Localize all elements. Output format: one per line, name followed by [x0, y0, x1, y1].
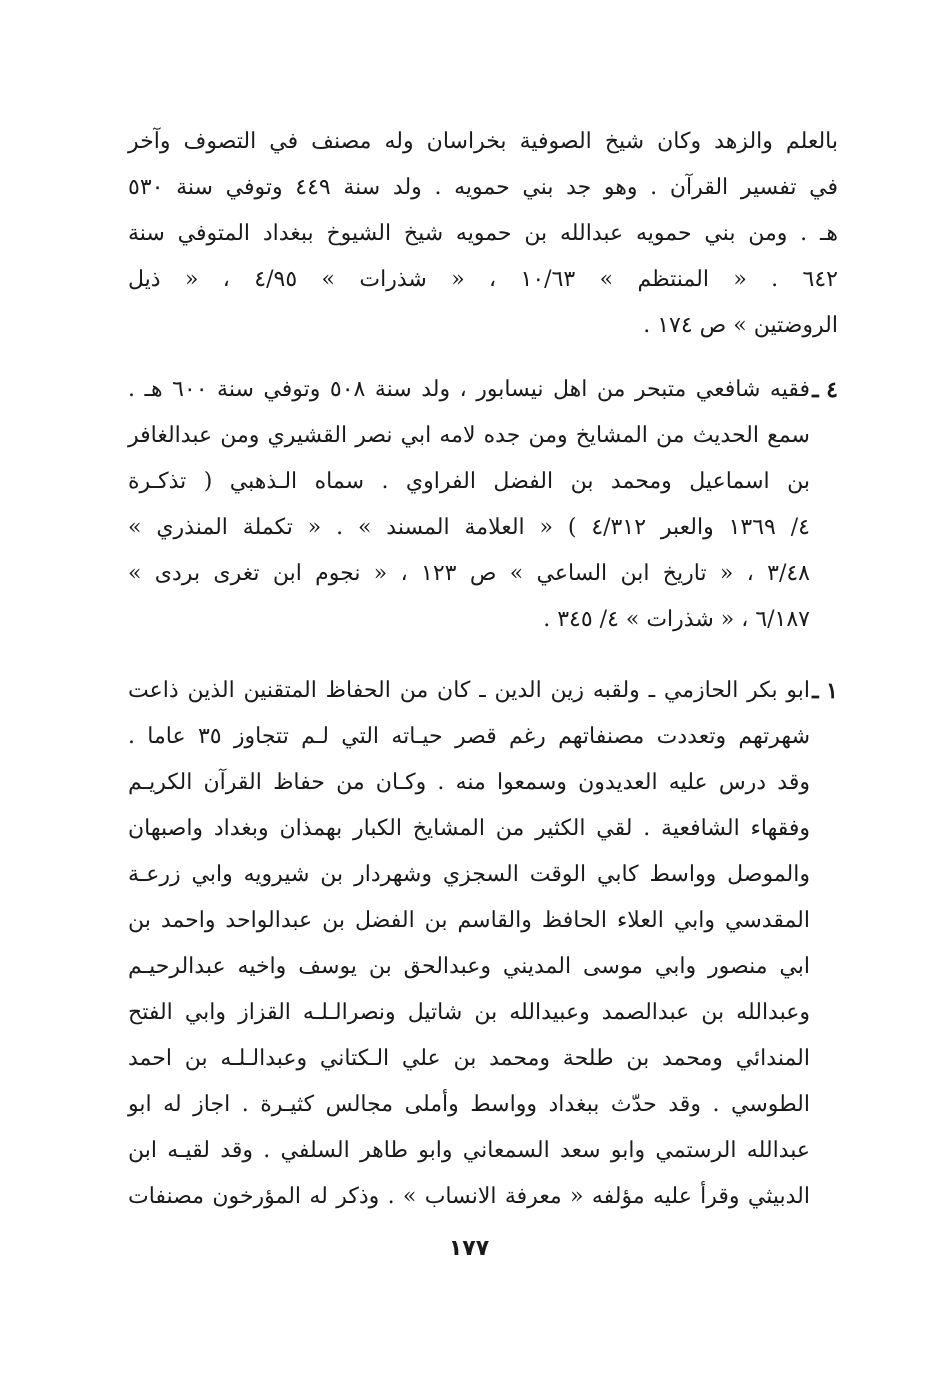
footnote-1: [128, 668, 810, 1220]
text-line: وعبدالله بن عبدالصمد وعبيدالله بن شاتيل ونصرالـلـه القزاز وابي الفتح: [128, 1000, 810, 1025]
text-line: الطوسي . وقد حدّث ببغداد وواسط وأملى مجالس كثيـرة . اجاز له ابو: [128, 1092, 810, 1117]
footnote-continuation: [128, 119, 838, 349]
text-line: ٦٤٢ . « المنتظم » ١٠/٦٣ ، « شذرات » ٤/٩٥ ، « ذيل: [128, 267, 838, 292]
footnote-4: [128, 367, 810, 643]
note-marker-1: ١ ـ: [812, 678, 838, 704]
text-line: الروضتين » ص ١٧٤ .: [643, 313, 838, 338]
text-line: ابو بكر الحازمي ـ ولقبه زين الدين ـ كان من الحفاظ المتقنين الذين ذاعت: [128, 678, 810, 703]
text-line: شهرتهم وتعددت مصنفاتهم رغم قصر حيـاته التي لـم تتجاوز ٣٥ عاما .: [128, 724, 811, 749]
text-line: فقيه شافعي متبحر من اهل نيسابور ، ولد سنة ٥٠٨ وتوفي سنة ٦٠٠ هـ .: [128, 377, 811, 402]
text-line: بالعلم والزهد وكان شيخ الصوفية بخراسان وله مصنف في التصوف وآخر: [128, 129, 838, 154]
text-line: وقد درس عليه العديدون وسمعوا منه . وكـان من حفاظ القرآن الكريـم: [128, 770, 810, 795]
text-line: ابي منصور وابي موسى المديني وعبدالحق بن يوسف واخيه عبدالرحيـم: [128, 954, 810, 979]
text-line: بن اسماعيل ومحمد بن الفضل الفراوي . سماه الـذهبي ( تذكـرة: [128, 469, 810, 494]
text-line: في تفسير القرآن . وهو جد بني حمويه . ولد سنة ٤٤٩ وتوفي سنة ٥٣٠: [128, 175, 839, 200]
text-line: ٦/١٨٧ ، « شذرات » ٤/ ٣٤٥ .: [543, 607, 810, 632]
text-line: ٣/٤٨ ، « تاريخ ابن الساعي » ص ١٢٣ ، « نجوم ابن تغرى بردى »: [128, 561, 811, 586]
text-line: الدبيثي وقرأ عليه مؤلفه « معرفة الانساب » . وذكر له المؤرخون مصنفات: [128, 1184, 810, 1209]
text-line: عبدالله الرستمي وابو سعد السمعاني وابو طاهر السلفي . وقد لقيـه ابن: [128, 1138, 810, 1163]
text-line: والموصل وواسط كابي الوقت السجزي وشهردار بن شيرويه وابي زرعـة: [128, 862, 810, 887]
text-line: هـ . ومن بني حمويه عبدالله بن حمويه شيخ الشيوخ ببغداد المتوفي سنة: [128, 221, 838, 246]
note-marker-4: ٤ ـ: [812, 377, 838, 403]
text-line: المقدسي وابي العلاء الحافظ والقاسم بن الفضل بن عبدالواحد واحمد بن: [128, 908, 810, 933]
text-line: وفقهاء الشافعية . لقي الكثير من المشايخ الكبار بهمذان وبغداد واصبهان: [128, 816, 810, 841]
text-line: ٤/ ١٣٦٩ والعبر ٤/٣١٢ ) « العلامة المسند » . « تكملة المنذري »: [128, 515, 810, 540]
page-number: ١٧٧: [448, 1236, 490, 1261]
text-line: المندائي ومحمد بن طلحة ومحمد بن علي الـكتاني وعبدالـلـه بن احمد: [128, 1046, 810, 1071]
text-line: سمع الحديث من المشايخ ومن جده لامه ابي نصر القشيري ومن عبدالغافر: [128, 423, 810, 448]
